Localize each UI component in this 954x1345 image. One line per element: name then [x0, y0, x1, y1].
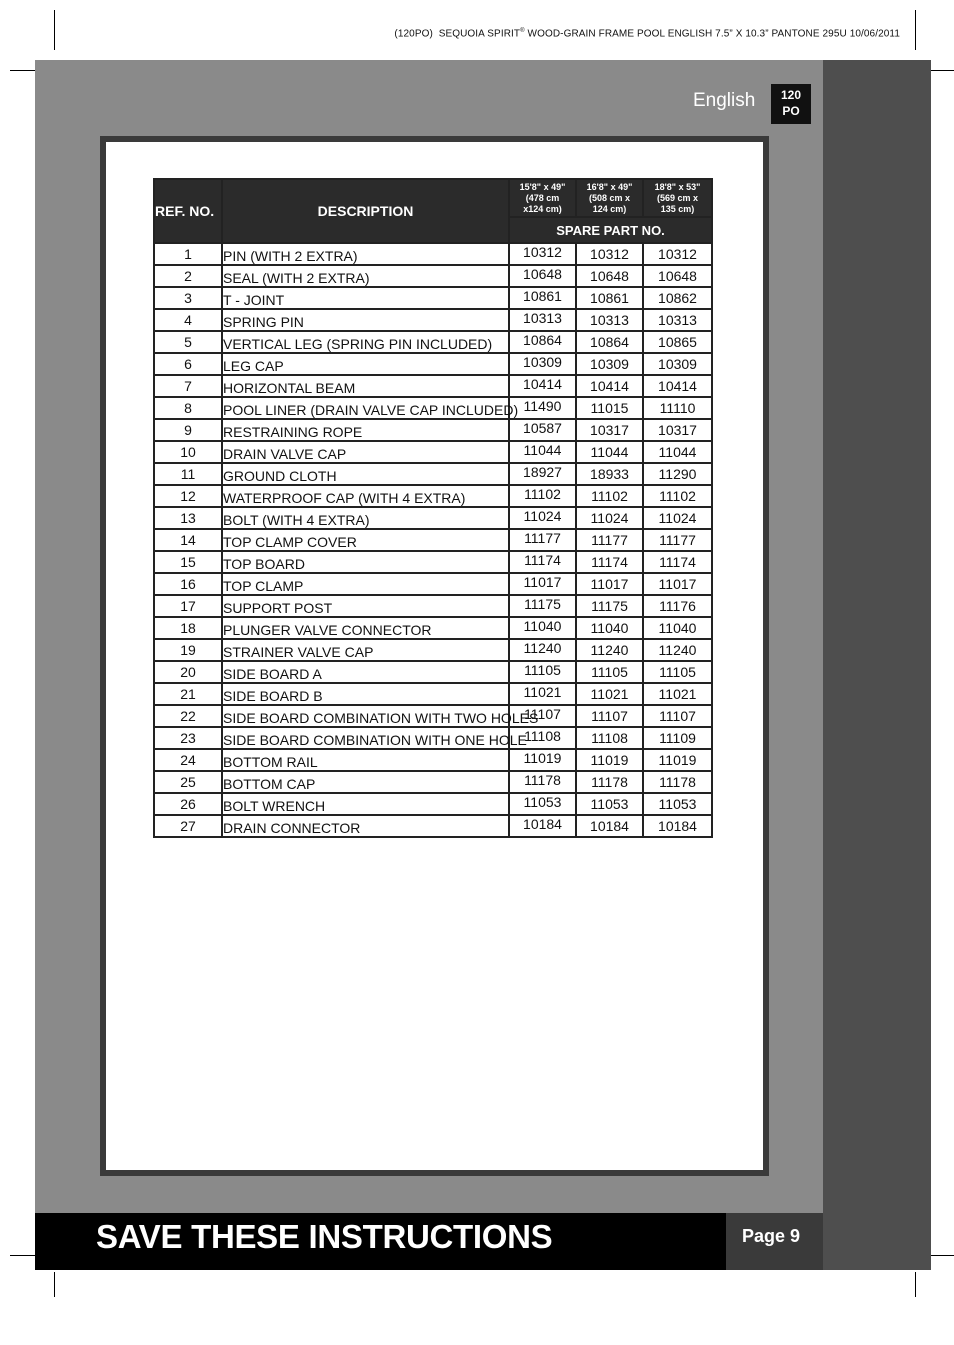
description-cell: SPRING PIN [222, 309, 509, 331]
part-number-cell: 10648 [509, 265, 576, 287]
description-cell: BOTTOM RAIL [222, 749, 509, 771]
description-cell: VERTICAL LEG (SPRING PIN INCLUDED) [222, 331, 509, 353]
description-cell: BOLT WRENCH [222, 793, 509, 815]
header-size-1 [509, 179, 576, 217]
description-cell: BOLT (WITH 4 EXTRA) [222, 507, 509, 529]
registered-mark: ® [520, 28, 525, 34]
part-number-cell: 10312 [643, 243, 712, 265]
part-number-cell: 10317 [643, 419, 712, 441]
ref-cell: 1 [154, 243, 222, 265]
table-row [154, 661, 712, 683]
part-number-cell: 11105 [509, 661, 576, 683]
description-cell: SUPPORT POST [222, 595, 509, 617]
ref-cell: 20 [154, 661, 222, 683]
ref-cell: 16 [154, 573, 222, 595]
part-number-cell: 18927 [509, 463, 576, 485]
table-row [154, 265, 712, 287]
description-cell: DRAIN VALVE CAP [222, 441, 509, 463]
table-row [154, 617, 712, 639]
table-row [154, 771, 712, 793]
part-number-cell: 11177 [643, 529, 712, 551]
part-number-cell: 11024 [509, 507, 576, 529]
part-number-cell: 11044 [643, 441, 712, 463]
part-number-cell: 11105 [643, 661, 712, 683]
part-number-cell: 10861 [509, 287, 576, 309]
table-row [154, 529, 712, 551]
part-number-cell: 11174 [509, 551, 576, 573]
description-cell: PLUNGER VALVE CONNECTOR [222, 617, 509, 639]
description-cell: SIDE BOARD COMBINATION WITH ONE HOLE [222, 727, 509, 749]
part-number-cell: 11178 [643, 771, 712, 793]
crop-mark [54, 1272, 55, 1297]
table-row [154, 727, 712, 749]
table-row [154, 595, 712, 617]
table-row [154, 639, 712, 661]
part-number-cell: 11053 [643, 793, 712, 815]
table-row [154, 243, 712, 265]
part-number-cell: 11053 [576, 793, 643, 815]
ref-cell: 11 [154, 463, 222, 485]
description-cell: T - JOINT [222, 287, 509, 309]
part-number-cell: 10414 [643, 375, 712, 397]
part-number-cell: 11174 [643, 551, 712, 573]
size-1-line-3: x124 cm) [523, 203, 562, 214]
ref-cell: 13 [154, 507, 222, 529]
part-number-cell: 11019 [509, 749, 576, 771]
description-cell: STRAINER VALVE CAP [222, 639, 509, 661]
part-number-cell: 11105 [576, 661, 643, 683]
header-description: DESCRIPTION [222, 179, 509, 243]
table-row [154, 507, 712, 529]
table-row [154, 353, 712, 375]
ref-cell: 21 [154, 683, 222, 705]
table-row [154, 397, 712, 419]
print-header [394, 28, 900, 39]
part-number-cell: 11044 [576, 441, 643, 463]
header-size-2 [576, 179, 643, 217]
description-cell: TOP CLAMP [222, 573, 509, 595]
description-cell: SIDE BOARD COMBINATION WITH TWO HOLES [222, 705, 509, 727]
ref-cell: 5 [154, 331, 222, 353]
part-number-cell: 10309 [576, 353, 643, 375]
description-cell: TOP BOARD [222, 551, 509, 573]
table-row [154, 815, 712, 837]
size-3-line-2: (569 cm x [656, 192, 699, 203]
part-number-cell: 11240 [576, 639, 643, 661]
crop-mark [915, 1272, 916, 1297]
part-number-cell: 11240 [643, 639, 712, 661]
ref-cell: 27 [154, 815, 222, 837]
ref-cell: 6 [154, 353, 222, 375]
table-row [154, 793, 712, 815]
part-number-cell: 11053 [509, 793, 576, 815]
part-number-cell: 10313 [576, 309, 643, 331]
description-cell: WATERPROOF CAP (WITH 4 EXTRA) [222, 485, 509, 507]
ref-cell: 26 [154, 793, 222, 815]
part-number-cell: 11176 [643, 595, 712, 617]
language-badge [771, 84, 811, 124]
part-number-cell: 10312 [576, 243, 643, 265]
header-size-3 [643, 179, 712, 217]
table-row [154, 683, 712, 705]
part-number-cell: 10309 [643, 353, 712, 375]
part-number-cell: 11017 [509, 573, 576, 595]
crop-mark [54, 10, 55, 50]
table-row [154, 287, 712, 309]
part-number-cell: 11110 [643, 397, 712, 419]
part-number-cell: 10312 [509, 243, 576, 265]
table-row [154, 331, 712, 353]
size-2-line-3: 124 cm) [592, 203, 627, 214]
footer-title: SAVE THESE INSTRUCTIONS [96, 1218, 553, 1255]
size-3-line-1: 18'8" x 53" [654, 181, 701, 192]
ref-cell: 17 [154, 595, 222, 617]
part-number-cell: 10414 [509, 375, 576, 397]
description-cell: SEAL (WITH 2 EXTRA) [222, 265, 509, 287]
description-cell: LEG CAP [222, 353, 509, 375]
part-number-cell: 10865 [643, 331, 712, 353]
description-cell: GROUND CLOTH [222, 463, 509, 485]
part-number-cell: 11174 [576, 551, 643, 573]
description-cell: BOTTOM CAP [222, 771, 509, 793]
part-number-cell: 10184 [643, 815, 712, 837]
table-row [154, 419, 712, 441]
part-number-cell: 11024 [643, 507, 712, 529]
part-number-cell: 11044 [509, 441, 576, 463]
table-row [154, 551, 712, 573]
page-number: Page 9 [742, 1226, 801, 1246]
print-code: (120PO) [394, 28, 433, 40]
part-number-cell: 11107 [509, 705, 576, 727]
part-number-cell: 10414 [576, 375, 643, 397]
part-number-cell: 11017 [643, 573, 712, 595]
part-number-cell: 10184 [576, 815, 643, 837]
badge-line-2: PO [782, 104, 800, 118]
part-number-cell: 11019 [576, 749, 643, 771]
part-number-cell: 10862 [643, 287, 712, 309]
part-number-cell: 10864 [576, 331, 643, 353]
description-cell: SIDE BOARD B [222, 683, 509, 705]
part-number-cell: 10861 [576, 287, 643, 309]
part-number-cell: 11040 [643, 617, 712, 639]
part-number-cell: 11040 [576, 617, 643, 639]
table-row [154, 749, 712, 771]
part-number-cell: 11177 [509, 529, 576, 551]
part-number-cell: 11019 [643, 749, 712, 771]
badge-line-1: 120 [780, 88, 802, 102]
size-3-line-3: 135 cm) [660, 203, 695, 214]
part-number-cell: 11178 [509, 771, 576, 793]
table-row [154, 573, 712, 595]
ref-cell: 4 [154, 309, 222, 331]
parts-table [153, 178, 713, 838]
ref-cell: 15 [154, 551, 222, 573]
ref-cell: 7 [154, 375, 222, 397]
ref-cell: 10 [154, 441, 222, 463]
part-number-cell: 10648 [643, 265, 712, 287]
part-number-cell: 10184 [509, 815, 576, 837]
ref-cell: 14 [154, 529, 222, 551]
table-row [154, 705, 712, 727]
parts-table-body [154, 243, 712, 837]
part-number-cell: 18933 [576, 463, 643, 485]
part-number-cell: 11102 [509, 485, 576, 507]
size-2-line-2: (508 cm x [588, 192, 631, 203]
part-number-cell: 11102 [643, 485, 712, 507]
language-label: English [693, 90, 756, 111]
ref-cell: 23 [154, 727, 222, 749]
part-number-cell: 11107 [643, 705, 712, 727]
description-cell: HORIZONTAL BEAM [222, 375, 509, 397]
table-row [154, 441, 712, 463]
side-title-container [823, 60, 931, 860]
ref-cell: 19 [154, 639, 222, 661]
part-number-cell: 11017 [576, 573, 643, 595]
part-number-cell: 11024 [576, 507, 643, 529]
part-number-cell: 11015 [576, 397, 643, 419]
description-cell: DRAIN CONNECTOR [222, 815, 509, 837]
ref-cell: 18 [154, 617, 222, 639]
part-number-cell: 11021 [576, 683, 643, 705]
part-number-cell: 10864 [509, 331, 576, 353]
part-number-cell: 11021 [509, 683, 576, 705]
description-cell: RESTRAINING ROPE [222, 419, 509, 441]
part-number-cell: 11021 [643, 683, 712, 705]
size-2-line-1: 16'8" x 49" [586, 181, 633, 192]
size-1-line-2: (478 cm [525, 192, 560, 203]
part-number-cell: 11108 [509, 727, 576, 749]
part-number-cell: 11177 [576, 529, 643, 551]
ref-cell: 9 [154, 419, 222, 441]
part-number-cell: 11040 [509, 617, 576, 639]
ref-cell: 22 [154, 705, 222, 727]
ref-cell: 3 [154, 287, 222, 309]
ref-cell: 12 [154, 485, 222, 507]
print-product: SEQUOIA SPIRIT [438, 28, 521, 40]
part-number-cell: 11107 [576, 705, 643, 727]
part-number-cell: 10317 [576, 419, 643, 441]
part-number-cell: 11490 [509, 397, 576, 419]
header-spare-part: SPARE PART NO. [509, 217, 712, 243]
part-number-cell: 10313 [509, 309, 576, 331]
part-number-cell: 10313 [643, 309, 712, 331]
print-details: WOOD-GRAIN FRAME POOL ENGLISH 7.5” X 10.3” PANTONE 295U 10/06/2011 [527, 28, 900, 40]
table-row [154, 309, 712, 331]
part-number-cell: 11175 [576, 595, 643, 617]
size-1-line-1: 15'8" x 49" [519, 181, 566, 192]
part-number-cell: 11109 [643, 727, 712, 749]
part-number-cell: 11102 [576, 485, 643, 507]
ref-cell: 2 [154, 265, 222, 287]
part-number-cell: 11108 [576, 727, 643, 749]
crop-mark [915, 10, 916, 50]
description-cell: TOP CLAMP COVER [222, 529, 509, 551]
part-number-cell: 11178 [576, 771, 643, 793]
table-row [154, 375, 712, 397]
header-ref: REF. NO. [154, 179, 222, 243]
table-row [154, 463, 712, 485]
part-number-cell: 10648 [576, 265, 643, 287]
description-cell: PIN (WITH 2 EXTRA) [222, 243, 509, 265]
part-number-cell: 11175 [509, 595, 576, 617]
part-number-cell: 10309 [509, 353, 576, 375]
ref-cell: 8 [154, 397, 222, 419]
part-number-cell: 11240 [509, 639, 576, 661]
ref-cell: 24 [154, 749, 222, 771]
part-number-cell: 11290 [643, 463, 712, 485]
description-cell: SIDE BOARD A [222, 661, 509, 683]
part-number-cell: 10587 [509, 419, 576, 441]
table-row [154, 485, 712, 507]
ref-cell: 25 [154, 771, 222, 793]
description-cell: POOL LINER (DRAIN VALVE CAP INCLUDED) [222, 397, 509, 419]
